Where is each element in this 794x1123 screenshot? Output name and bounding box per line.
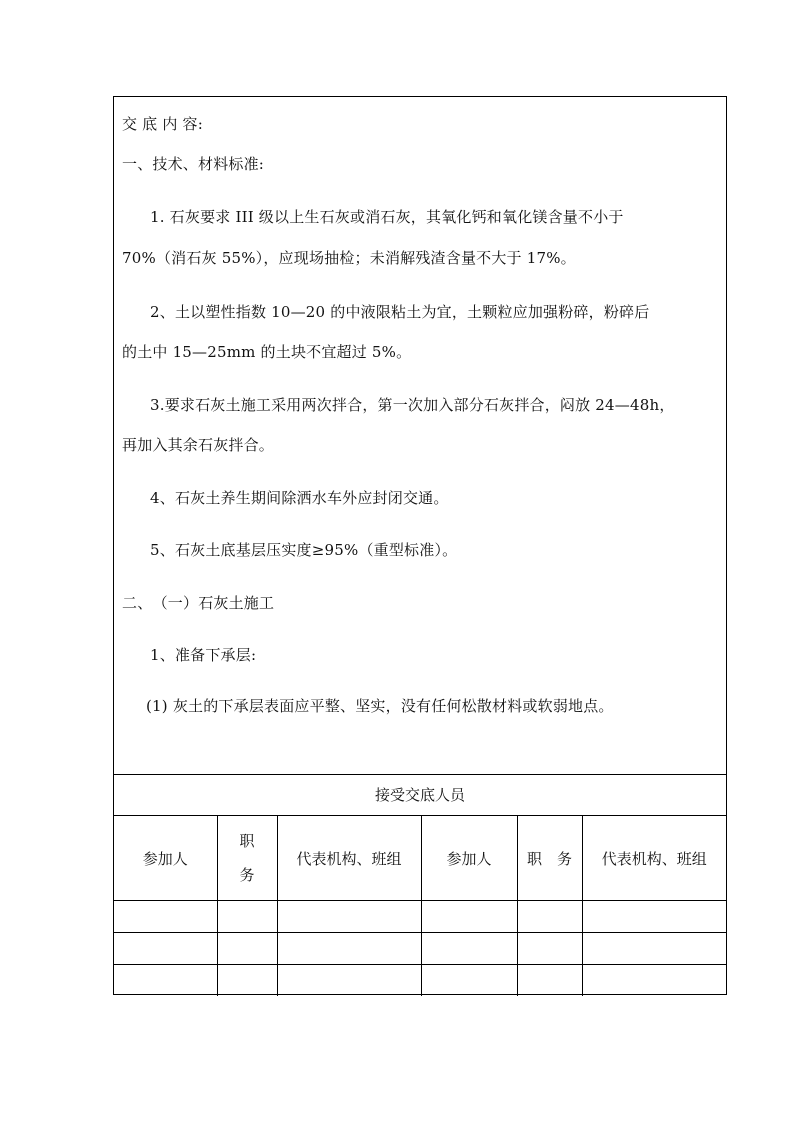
disclosure-content (114, 97, 726, 774)
table-cell[interactable] (277, 933, 421, 965)
table-cell[interactable] (421, 965, 517, 997)
item-4: 4、石灰土养生期间除洒水车外应封闭交通。 (150, 489, 449, 507)
col-header-organization-2: 代表机构、班组 (582, 816, 726, 901)
table-cell[interactable] (421, 933, 517, 965)
table-row (114, 933, 726, 965)
personnel-header: 接受交底人员 (114, 774, 726, 816)
item-5: 5、石灰土底基层压实度≥95%（重型标准）。 (150, 541, 458, 559)
table-cell[interactable] (421, 901, 517, 933)
table-cell[interactable] (114, 933, 217, 965)
table-cell[interactable] (277, 901, 421, 933)
subsection-1-item-1: (1) 灰土的下承层表面应平整、坚实，没有任何松散材料或软弱地点。 (146, 697, 614, 715)
table-row (114, 901, 726, 933)
table-cell[interactable] (582, 933, 726, 965)
table-cell[interactable] (582, 965, 726, 997)
col-header-duty-line-1: 职 (239, 832, 255, 850)
personnel-table (114, 816, 726, 996)
table-cell[interactable] (517, 965, 582, 997)
section-1-title: 一、技术、材料标准: (122, 155, 265, 173)
personnel-table-header-row (114, 816, 726, 901)
item-3-line-1: 3.要求石灰土施工采用两次拌合，第一次加入部分石灰拌合，闷放 24—48h， (150, 396, 675, 414)
item-1-line-2: 70%（消石灰 55%），应现场抽检；未消解残渣含量不大于 17%。 (122, 249, 576, 267)
table-row (114, 965, 726, 997)
col-header-organization: 代表机构、班组 (277, 816, 421, 901)
table-cell[interactable] (114, 901, 217, 933)
table-cell[interactable] (277, 965, 421, 997)
content-heading: 交 底 内 容: (122, 115, 203, 133)
item-2-line-2: 的土中 15—25mm 的土块不宜超过 5%。 (122, 343, 412, 361)
disclosure-form (113, 96, 727, 995)
col-header-duty (217, 816, 277, 901)
table-cell[interactable] (517, 933, 582, 965)
section-2-title: 二、 （一）石灰土施工 (122, 594, 275, 612)
table-cell[interactable] (114, 965, 217, 997)
item-2-line-1: 2、土以塑性指数 10—20 的中液限粘土为宜，土颗粒应加强粉碎，粉碎后 (150, 303, 650, 321)
table-cell[interactable] (217, 965, 277, 997)
table-cell[interactable] (217, 901, 277, 933)
table-cell[interactable] (582, 901, 726, 933)
table-cell[interactable] (217, 933, 277, 965)
item-1-line-1: 1. 石灰要求 III 级以上生石灰或消石灰，其氧化钙和氧化镁含量不小于 (150, 208, 624, 226)
item-3-line-2: 再加入其余石灰拌合。 (122, 436, 275, 454)
col-header-participant: 参加人 (114, 816, 217, 901)
col-header-duty-2: 职 务 (517, 816, 582, 901)
col-header-duty-line-2: 务 (239, 866, 255, 884)
table-cell[interactable] (517, 901, 582, 933)
col-header-participant-2: 参加人 (421, 816, 517, 901)
subsection-1-title: 1、准备下承层: (150, 646, 257, 664)
